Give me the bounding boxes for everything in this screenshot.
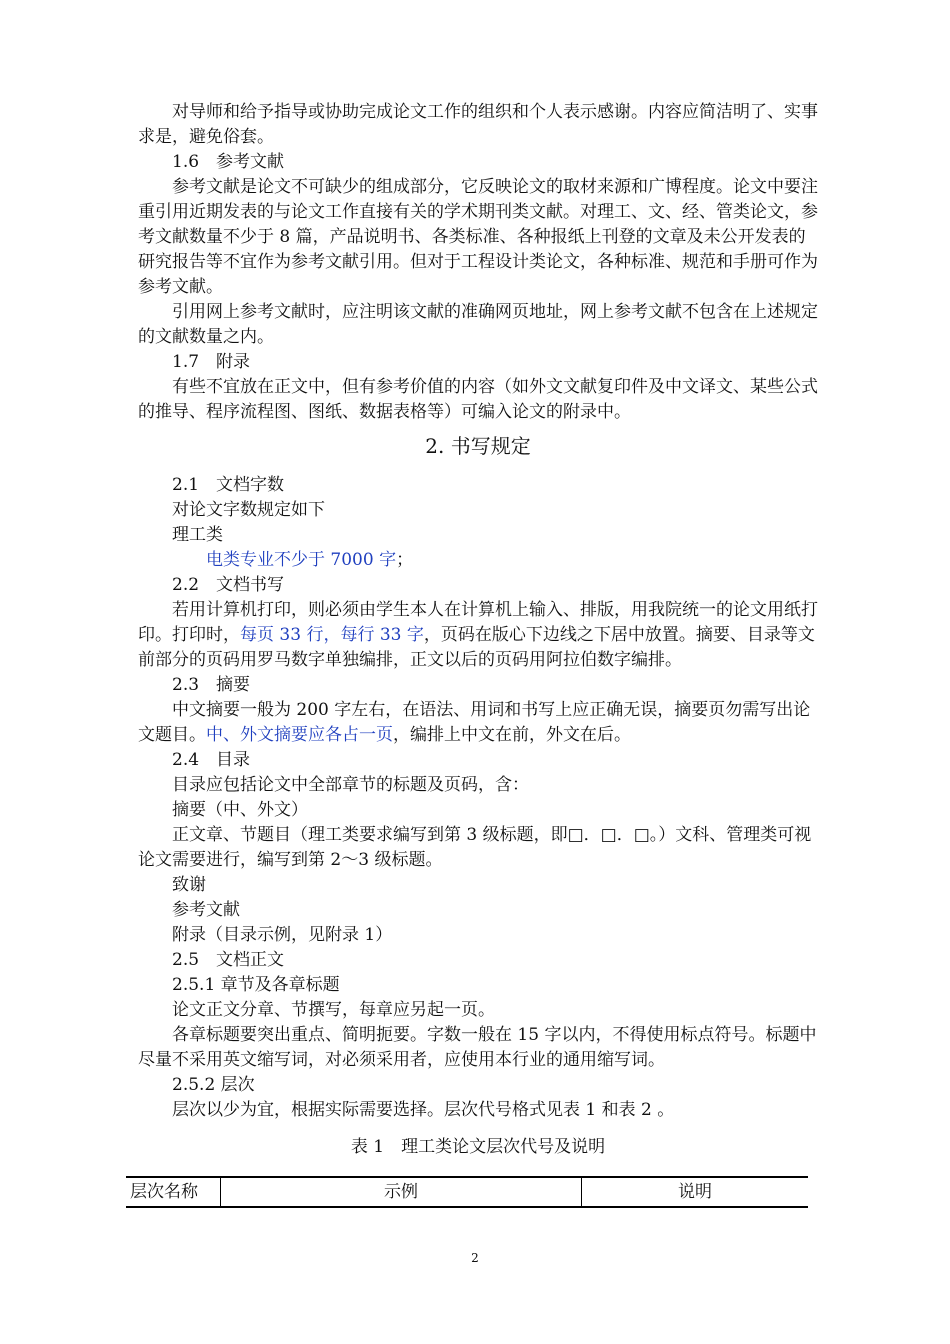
table-header-level-name: 层次名称 (126, 1177, 221, 1207)
word-count-rule (138, 548, 818, 573)
table-header-description: 说明 (582, 1177, 809, 1207)
section-heading-2-1: 2.1 文档字数 (172, 475, 285, 495)
section-heading-2-3: 2.3 摘要 (172, 675, 251, 695)
online-references-paragraph: 引用网上参考文献时，应注明该文献的准确网页地址，网上参考文献不包含在上述规定的文献数量之内。 (138, 302, 818, 347)
toc-item-thanks: 致谢 (172, 875, 206, 895)
toc-item-appendix: 附录（目录示例，见附录 1） (172, 925, 393, 945)
abstract-text-b: ，编排上中文在前，外文在后。 (393, 725, 631, 745)
word-count-tail: ； (396, 550, 414, 570)
section-heading-1-7: 1.7 附录 (172, 352, 251, 372)
page-number: 2 (471, 1251, 479, 1265)
acknowledgement-paragraph: 对导师和给予指导或协助完成论文工作的组织和个人表示感谢。内容应简洁明了、实事求是，避免俗套。 (138, 102, 818, 147)
section-heading-2-4: 2.4 目录 (172, 750, 251, 770)
abstract-text-a: 中文摘要一般为 200 字左右，在语法、用词和书写上应正确无误，摘要页勿需写出论文题目。 (138, 700, 811, 745)
references-paragraph: 参考文献是论文不可缺少的组成部分，它反映论文的取材来源和广博程度。论文中要注重引用近期发表的与论文工作直接有关的学术期刊类文献。对理工、文、经、管类论文，参考文献数量不少于 8 篇，产品说明书、各类标准、各种报纸上刊登的文章及未公开发表的研究报告等不宜作为参考文献引用。但对于工程设计类论文，各种标准、规范和手册可作为参考文献。 (138, 177, 818, 297)
table-header-example: 示例 (221, 1177, 582, 1207)
section-heading-2-5-1: 2.5.1 章节及各章标题 (172, 975, 340, 995)
levels-paragraph: 层次以少为宜，根据实际需要选择。层次代号格式见表 1 和表 2 。 (172, 1100, 675, 1120)
word-count-highlight: 电类专业不少于 7000 字 (206, 550, 397, 570)
toc-item-chapters: 正文章、节题目（理工类要求编写到第 3 级标题，即□．□．□。）文科、管理类可视论文需要进行，编写到第 2～3 级标题。 (138, 825, 812, 870)
toc-intro: 目录应包括论文中全部章节的标题及页码，含： (172, 775, 529, 795)
section-heading-2-2: 2.2 文档书写 (172, 575, 285, 595)
toc-item-references: 参考文献 (172, 900, 240, 920)
section-heading-1-6: 1.6 参考文献 (172, 152, 285, 172)
chapter-heading-2: 2. 书写规定 (425, 434, 531, 458)
appendix-paragraph: 有些不宜放在正文中，但有参考价值的内容（如外文文献复印件及中文译文、某些公式的推导、程序流程图、图纸、数据表格等）可编入论文的附录中。 (138, 377, 818, 422)
word-count-intro: 对论文字数规定如下 (172, 500, 325, 520)
chapter-title-paragraph: 各章标题要突出重点、简明扼要。字数一般在 15 字以内，不得使用标点符号。标题中尽量不采用英文缩写词，对必须采用者，应使用本行业的通用缩写词。 (138, 1025, 817, 1070)
printing-paragraph (138, 598, 818, 673)
printing-highlight: 每页 33 行，每行 33 字 (240, 625, 424, 645)
printing-text-a: 若用计算机打印，则必须由学生本人在计算机上输入、排版，用我院统一的论文用纸打印。打印时， (138, 600, 818, 645)
levels-table (126, 1176, 808, 1208)
table-caption: 表 1 理工类论文层次代号及说明 (350, 1137, 606, 1157)
section-heading-2-5: 2.5 文档正文 (172, 950, 285, 970)
abstract-paragraph (138, 698, 818, 748)
section-heading-2-5-2: 2.5.2 层次 (172, 1075, 255, 1095)
printing-text-b: ，页码在版心下边线之下居中放置。摘要、目录等文前部分的页码用罗马数字单独编排，正文以后的页码用阿拉伯数字编排。 (138, 625, 815, 670)
chapters-paragraph: 论文正文分章、节撰写，每章应另起一页。 (172, 1000, 495, 1020)
category-label: 理工类 (172, 525, 223, 545)
abstract-highlight: 中、外文摘要应各占一页 (206, 725, 393, 745)
toc-item-abstract: 摘要（中、外文） (172, 800, 308, 820)
body-text (130, 100, 818, 1208)
table-header-row (126, 1177, 808, 1207)
